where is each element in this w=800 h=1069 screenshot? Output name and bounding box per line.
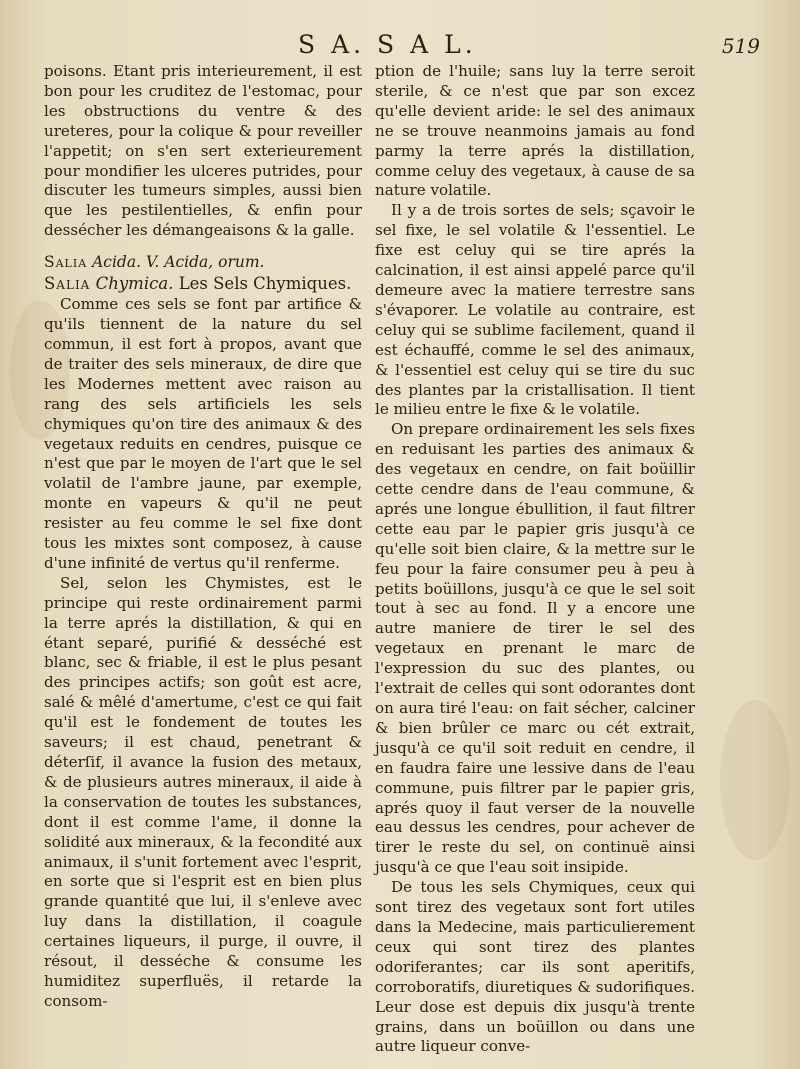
paragraph: Sel, selon les Chymistes, est le principe qui reste ordinairement parmi la terre aprés la distillation, & qui en étant separé, purifié & desséché est blanc, sec & friable, il est le plus pesant des principes actifs; son goût est acre, salé & mêlé d'amertume, c'est ce qui fait qu'il est le fondement de toutes les saveurs; il est chaud, penetrant & déterſif, il avance la fusion des metaux, & de plusieurs autres mineraux, il aide à la conservation de toutes les substances, dont il est comme l'ame, il donne la solidité aux mineraux, & la fecondité aux animaux, il s'unit fortement avec l'esprit, en sorte que si l'esprit est en bien plus grande quantité que lui, il s'enleve avec luy dans la distillation, il coagule certaines liqueurs, il purge, il ouvre, il résout, il desséche & consume les humiditez superfluës, il retarde la consom- [44,573,362,1010]
page-number: 519 [721,34,760,58]
page-header [0,30,800,62]
latin-term: Chymica. [95,274,174,294]
paragraph: Comme ces sels se font par artifice & qu'ils tiennent de la nature du sel commun, il est fort à propos, avant que de traiter des sels mineraux, de dire que les Modernes mettent avec raison au rang des sels artificiels les sels chymiques qu'on tire des animaux & des vegetaux reduits en cendres, puisque ce n'est que par le moyen de l'art que le sel volatil de l'ambre jaune, par exemple, monte en vapeurs & qu'il ne peut resister au feu comme le sel fixe dont tous les mixtes sont composez, à cause d'une infinité de vertus qu'il renferme. [44,295,362,572]
headword: Salia [44,253,88,272]
right-column [375,62,695,1057]
entry-heading [44,251,362,273]
entry-heading [44,273,362,295]
headword: Salia [44,274,91,294]
paragraph: poisons. Etant pris interieurement, il est bon pour les cruditez de l'estomac, pour les obstructions du ventre & des ureteres, pour la colique & pour reveiller l'appetit; on s'en sert exterieurement pour mondifier les ulceres putrides, pour discuter les tumeurs simples, aussi bien que les pestilentielles, & enfin pour dessécher les démangeaisons & la galle. [44,62,362,240]
running-head: S A. S A L. [298,30,477,59]
french-term: Les Sels Chymiques. [178,274,352,294]
paragraph: De tous les sels Chymiques, ceux qui sont tirez des vegetaux sont fort utiles dans la Medecine, mais particulierement ceux qui sont tirez des plantes odoriferantes; car ils sont aperitifs, corroboratifs, diuretiques & sudorifiques. Leur dose est depuis dix jusqu'à trente grains, dans un boüillon ou dans une autre liqueur conve- [375,878,695,1056]
paragraph: Il y a de trois sortes de sels; sçavoir le sel fixe, le sel volatile & l'essentiel. Le fixe est celuy qui se tire aprés la calcination, il est ainsi appelé parce qu'il demeure avec la matiere terrestre sans s'évaporer. Le volatile au contraire, est celuy qui se sublime facilement, quand il est échauffé, comme le sel des animaux, & l'essentiel est celuy qui se tire du suc des plantes par la cristallisation. Il tient le milieu entre le fixe & le volatile. [375,201,695,419]
paragraph: ption de l'huile; sans luy la terre seroit sterile, & ce n'est que par son excez qu'elle devient aride: le sel des animaux ne se trouve neanmoins jamais au fond parmy la terre aprés la distillation, comme celuy des vegetaux, à cause de sa nature volatile. [375,62,695,200]
latin-term: Acida. V. Acida, orum. [92,253,265,272]
left-column [44,62,362,1012]
paragraph: On prepare ordinairement les sels fixes en reduisant les parties des animaux & des vegetaux en cendre, on fait boüillir cette cendre dans de l'eau commune, & aprés une longue ébullition, il faut filtrer cette eau par le papier gris jusqu'à ce qu'elle soit bien claire, & la mettre sur le feu pour la faire consumer peu à peu à petits boüillons, jusqu'à ce que le sel soit tout à sec au fond. Il y a encore une autre maniere de tirer le sel des vegetaux en prenant le marc de l'expression du suc des plantes, ou l'extrait de celles qui sont odorantes dont on aura tiré l'eau: on fait sécher, calciner & bien brûler ce marc ou cét extrait, jusqu'à ce qu'il soit reduit en cendre, il en faudra faire une lessive dans de l'eau commune, puis filtrer par le papier gris, aprés quoy il faut verser de la nouvelle eau dessus les cendres, pour achever de tirer le reste du sel, on continuë ainsi jusqu'à ce que l'eau soit insipide. [375,420,695,877]
paper-stain [720,700,790,860]
